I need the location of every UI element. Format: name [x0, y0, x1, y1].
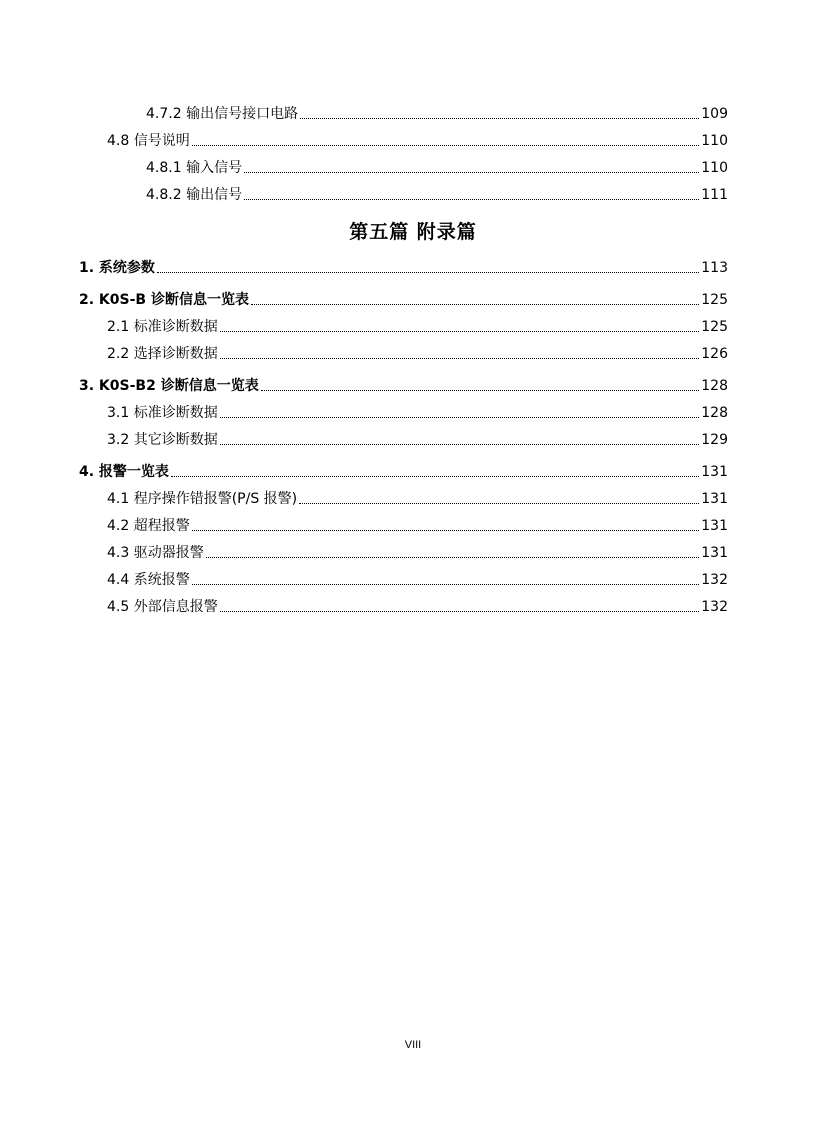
toc-entry[interactable] — [146, 184, 728, 204]
toc-page-number: 129 — [701, 432, 728, 448]
toc-label: 3. K0S-B2 诊断信息一览表 — [79, 378, 259, 394]
toc-page-number: 109 — [701, 106, 728, 122]
toc-row — [0, 569, 826, 589]
toc-label: 4.8 信号说明 — [107, 133, 190, 149]
toc-entry[interactable] — [146, 157, 728, 177]
toc-leader-dots — [251, 304, 699, 305]
toc-leader-dots — [192, 530, 700, 531]
toc-entry[interactable] — [107, 130, 728, 150]
toc-leader-dots — [192, 584, 700, 585]
toc-page-number: 125 — [701, 319, 728, 335]
toc-label: 4.8.2 输出信号 — [146, 187, 243, 203]
toc-leader-dots — [206, 557, 700, 558]
toc-label: 4.2 超程报警 — [107, 518, 190, 534]
toc-row — [0, 157, 826, 177]
section-heading: 第五篇 附录篇 — [349, 221, 477, 243]
toc-label: 2.2 选择诊断数据 — [107, 346, 218, 362]
toc-page-number: 131 — [701, 545, 728, 561]
toc-row — [0, 596, 826, 616]
toc-label: 4.4 系统报警 — [107, 572, 190, 588]
toc-leader-dots — [244, 172, 699, 173]
toc-row — [0, 103, 826, 123]
toc-row — [0, 402, 826, 422]
toc-page-number: 132 — [701, 572, 728, 588]
toc-label: 4. 报警一览表 — [79, 464, 169, 480]
toc-row — [0, 184, 826, 204]
toc-label: 4.8.1 输入信号 — [146, 160, 243, 176]
toc-entry[interactable] — [79, 289, 728, 309]
toc-label: 4.5 外部信息报警 — [107, 599, 218, 615]
toc-label: 1. 系统参数 — [79, 260, 155, 276]
toc-page-number: 111 — [701, 187, 728, 203]
toc-row — [0, 130, 826, 150]
toc-page-number: 128 — [701, 378, 728, 394]
toc-entry[interactable] — [107, 343, 728, 363]
toc-page-number: 132 — [701, 599, 728, 615]
toc-page-number: 126 — [701, 346, 728, 362]
toc-row — [0, 257, 826, 277]
toc-leader-dots — [244, 199, 699, 200]
toc-leader-dots — [220, 358, 700, 359]
toc-page-number: 128 — [701, 405, 728, 421]
toc-leader-dots — [157, 272, 699, 273]
page-number: VIII — [404, 1039, 422, 1051]
toc-entry[interactable] — [107, 515, 728, 535]
toc-leader-dots — [171, 476, 699, 477]
toc-label: 3.2 其它诊断数据 — [107, 432, 218, 448]
toc-entry[interactable] — [146, 103, 728, 123]
toc-row — [0, 542, 826, 562]
toc-entry[interactable] — [107, 488, 728, 508]
toc-row — [0, 429, 826, 449]
toc-leader-dots — [192, 145, 700, 146]
toc-label: 3.1 标准诊断数据 — [107, 405, 218, 421]
toc-entry[interactable] — [107, 542, 728, 562]
toc-row — [0, 488, 826, 508]
toc-leader-dots — [300, 118, 699, 119]
toc-entry[interactable] — [107, 316, 728, 336]
toc-row — [0, 515, 826, 535]
toc-entry[interactable] — [107, 429, 728, 449]
toc-leader-dots — [220, 444, 700, 445]
toc-page-number: 125 — [701, 292, 728, 308]
toc-entry[interactable] — [79, 257, 728, 277]
toc-row — [0, 289, 826, 309]
toc-entry[interactable] — [107, 596, 728, 616]
toc-entry[interactable] — [79, 375, 728, 395]
toc-row — [0, 343, 826, 363]
toc-leader-dots — [220, 417, 700, 418]
toc-label: 2. K0S-B 诊断信息一览表 — [79, 292, 249, 308]
toc-page-number: 131 — [701, 491, 728, 507]
toc-page-number: 113 — [701, 260, 728, 276]
toc-leader-dots — [220, 331, 700, 332]
toc-entry[interactable] — [107, 402, 728, 422]
toc-page-number: 131 — [701, 464, 728, 480]
toc-row — [0, 375, 826, 395]
toc-leader-dots — [220, 611, 700, 612]
toc-entry[interactable] — [79, 461, 728, 481]
toc-page-number: 131 — [701, 518, 728, 534]
toc-page-number: 110 — [701, 160, 728, 176]
toc-label: 4.3 驱动器报警 — [107, 545, 204, 561]
toc-row — [0, 316, 826, 336]
toc-leader-dots — [299, 503, 699, 504]
toc-leader-dots — [261, 390, 700, 391]
toc-row — [0, 461, 826, 481]
toc-label: 2.1 标准诊断数据 — [107, 319, 218, 335]
toc-page-number: 110 — [701, 133, 728, 149]
toc-label: 4.7.2 输出信号接口电路 — [146, 106, 299, 122]
toc-entry[interactable] — [107, 569, 728, 589]
toc-label: 4.1 程序操作错报警(P/S 报警) — [107, 491, 298, 507]
